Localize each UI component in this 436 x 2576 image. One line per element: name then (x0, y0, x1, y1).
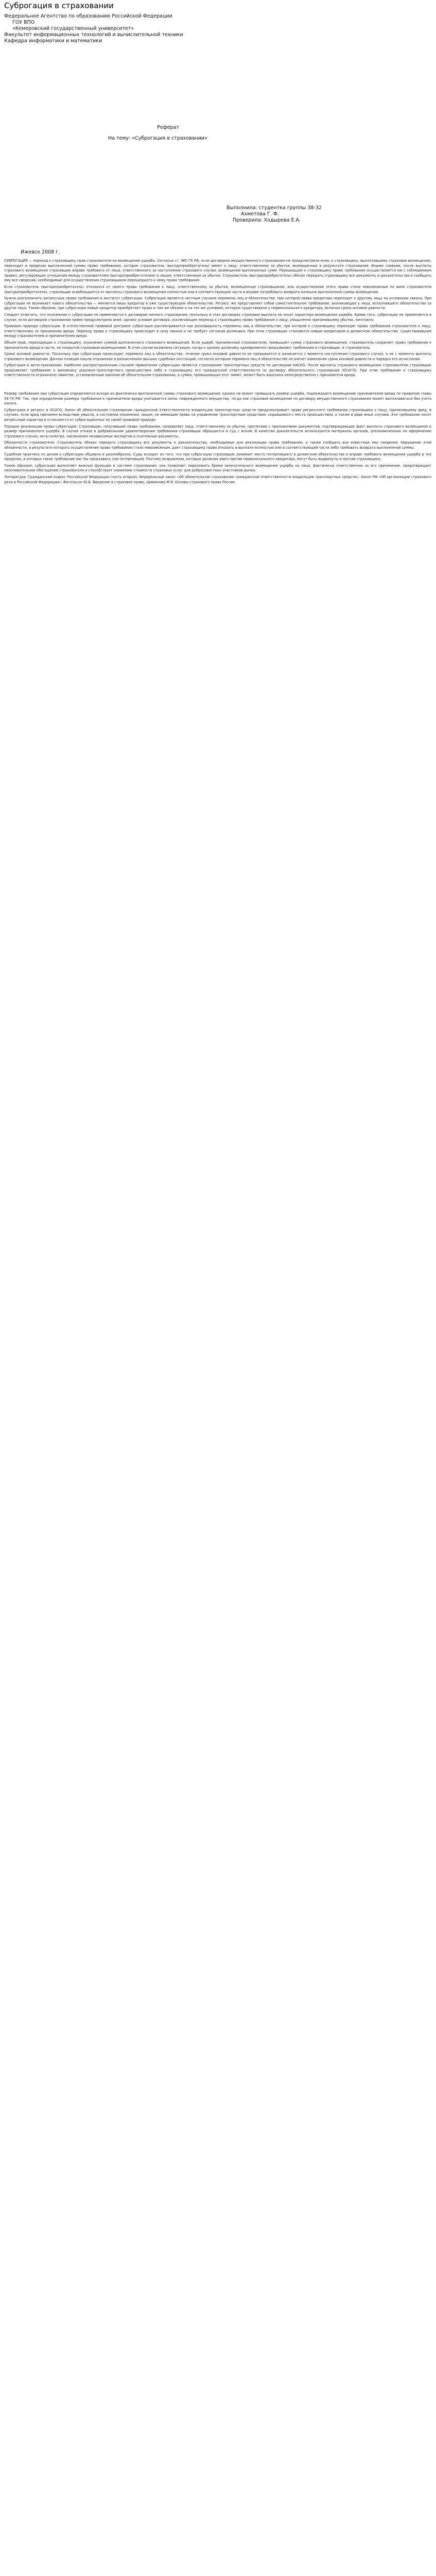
body-paragraph: Правовая природа суброгации. В отечественной правовой доктрине суброгация рассматривается как разновидность перемены лиц в обязательстве, при которой к страховщику переходят права требования страхователя к лицу, ответственному за причинение вреда. Переход права к страховщику происходит в силу закона и не требует согласия должника. При этом страховщик становится новым кредитором в деликтном обязательстве, существовавшем между страхователем и причинителем вреда. (4, 324, 431, 338)
body-paragraph: Таким образом, суброгация выполняет важную функцию в системе страхования: она позволяет переложить бремя окончательного возмещения ущерба на лицо, фактически ответственное за его причинение, предотвращает неосновательное обогащение страхователя и способствует снижению стоимости страховых услуг для добросовестных участников рынка. (4, 463, 431, 473)
header-line-department: Кафедра информатики и математики (4, 38, 102, 44)
article-body (4, 259, 431, 486)
body-paragraph: Обязанности страхователя. Страхователь обязан передать страховщику все документы и доказательства, необходимые для реализации права требования, а также сообщить все известные ему сведения. Нарушение этой обязанности, в результате которого осуществление права требования стало невозможным, дает страховщику право отказать в выплате полностью или в соответствующей части либо требовать возврата выплаченной суммы. (4, 440, 431, 450)
body-paragraph: Объем прав, переходящих к страховщику, ограничен суммой выплаченного страхового возмещения. Если ущерб, причиненный страхователю, превышает сумму страхового возмещения, страхователь сохраняет право требования к причинителю вреда в части, не покрытой страховым возмещением. В этом случае возможна ситуация, когда к одному должнику одновременно предъявляют требования и страховщик, и страхователь. (4, 340, 431, 350)
author-checked: Проверила: Ходырева Е.А. (233, 217, 301, 223)
body-paragraph: Следует отметить, что положения о суброгации не применяются к договорам личного страхования, поскольку в этих договорах страховая выплата не носит характера возмещения ущерба. Кроме того, суброгация не применяется в случае, если договором страхования прямо предусмотрено иное, однако условие договора, исключающее переход к страховщику права требования к лицу, умышленно причинившему убытки, ничтожно. (4, 312, 431, 322)
author-name: Ахметова Г. Ф. (241, 211, 279, 217)
header-line-ministry: Федеральное Агентство по образованию Российской Федерации (4, 13, 172, 19)
body-paragraph: СУБРОГАЦИЯ — переход к страховщику прав страхователя на возмещение ущерба. Согласно ст. 965 ГК РФ, если договором имущественного страхования не предусмотрено иное, к страховщику, выплатившему страховое возмещение, переходит в пределах выплаченной суммы право требования, которое страхователь (выгодоприобретатель) имеет к лицу, ответственному за убытки, возмещенные в результате страхования. Иными словами, после выплаты страхового возмещения страховщик вправе требовать от лица, ответственного за наступление страхового случая, возмещения выплаченных сумм. Перешедшее к страховщику право требования осуществляется им с соблюдением правил, регулирующих отношения между страхователем (выгодоприобретателем) и лицом, ответственным за убытки. Страхователь (выгодоприобретатель) обязан передать страховщику все документы и доказательства и сообщить ему все сведения, необходимые для осуществления страховщиком перешедшего к нему права требования. (4, 259, 431, 283)
header-line-faculty: Факультет информационных технологий и вычислительной техники (4, 32, 183, 38)
body-paragraph: Размер требования при суброгации определяется исходя из фактически выплаченной суммы страхового возмещения, однако не может превышать размер ущерба, подлежащего возмещению причинителем вреда по правилам главы 59 ГК РФ. Так, при определении размера требования к причинителю вреда учитывается износ поврежденного имущества, тогда как страховое возмещение по договору имущественного страхования может выплачиваться без учета износа. (4, 392, 431, 406)
body-paragraph: Сроки исковой давности. Поскольку при суброгации происходит перемена лиц в обязательстве, течение срока исковой давности не прерывается и начинается с момента наступления страхового случая, а не с момента выплаты страхового возмещения. Данная позиция нашла отражение в разъяснениях высших судебных инстанций, согласно которым перемена лиц в обязательстве не влечет изменения срока исковой давности и порядка его исчисления. (4, 352, 431, 361)
report-topic: На тему: «Суброгация в страховании» (108, 135, 207, 141)
body-paragraph: Порядок реализации права суброгации. Страховщик, получивший право требования, направляет лицу, ответственному за убытки, претензию с приложением документов, подтверждающих факт выплаты страхового возмещения и размер причиненного ущерба. В случае отказа в добровольном удовлетворении требования страховщик обращается в суд с иском. В качестве доказательств используются материалы органов, уполномоченных на оформление страхового случая, акты осмотра, заключения независимых экспертов и платежные документы. (4, 424, 431, 438)
body-paragraph: Суброгация в автостраховании. Наиболее распространенным случаем применения суброгации является страхование транспортных средств по договорам КАСКО. После выплаты страхового возмещения страхователю страховщик предъявляет требование к виновнику дорожно-транспортного происшествия либо к страховщику его гражданской ответственности по договору обязательного страхования (ОСАГО). При этом требование к страховщику ответственности ограничено лимитом, установленным законом об обязательном страховании, а сумма, превышающая этот лимит, может быть взыскана непосредственно с причинителя вреда. (4, 363, 431, 378)
body-paragraph: Судебная практика по делам о суброгации обширна и разнообразна. Суды исходят из того, что при суброгации страховщик занимает место потерпевшего в деликтном обязательстве и вправе требовать возмещения ущерба в тех пределах, в которых такое требование мог бы предъявить сам потерпевший. Поэтому возражения, которые должник имел против первоначального кредитора, могут быть выдвинуты и против страховщика. (4, 452, 431, 462)
header-line-institution-type: ГОУ ВПО (12, 20, 35, 25)
body-paragraph: Нужно разграничить регрессные права требования и институт суброгации. Суброгация является частным случаем перемены лиц в обязательстве, при которой права кредитора переходят к другому лицу на основании закона. При суброгации не возникает нового обязательства — меняется лишь кредитор в уже существующем обязательстве. Регресс же представляет собой самостоятельное требование, возникающее у лица, исполнившего обязательство за другое лицо. Таким образом, при суброгации новый кредитор приобретает права в том же объеме и на тех же условиях, которые существовали у первоначального кредитора, включая сроки исковой давности. (4, 296, 431, 311)
author-performed: Выполнила: студентка группы 38-32 (226, 205, 322, 211)
header-line-university: «Кемеровский государственный университет» (12, 26, 134, 31)
report-label: Реферат (157, 125, 179, 130)
body-paragraph: Если страхователь (выгодоприобретатель) отказался от своего права требования к лицу, ответственному за убытки, возмещенные страховщиком, или осуществление этого права стало невозможным по вине страхователя (выгодоприобретателя), страховщик освобождается от выплаты страхового возмещения полностью или в соответствующей части и вправе потребовать возврата излишне выплаченной суммы возмещения. (4, 284, 431, 294)
body-paragraph: Суброгация и регресс в ОСАГО. Закон об обязательном страховании гражданской ответственности владельцев транспортных средств предусматривает право регрессного требования страховщика к лицу, причинившему вред, в случаях, если вред причинен вследствие умысла, в состоянии опьянения, лицом, не имеющим права на управление транспортным средством, скрывшимся с места происшествия, а также в ряде иных случаев. Эти требования носят регрессный характер и отличаются от суброгационных по своей правовой природе. (4, 408, 431, 422)
city-year: Ижевск 2008 г. (21, 249, 60, 255)
page-title: Суброгация в страховании (4, 1, 114, 10)
body-paragraph: Литература: Гражданский кодекс Российской Федерации (часть вторая); Федеральный закон «Об обязательном страховании гражданской ответственности владельцев транспортных средств»; Закон РФ «Об организации страхового дела в Российской Федерации»; Фогельсон Ю.Б. Введение в страховое право; Шиминова М.Я. Основы страхового права России. (4, 474, 431, 484)
